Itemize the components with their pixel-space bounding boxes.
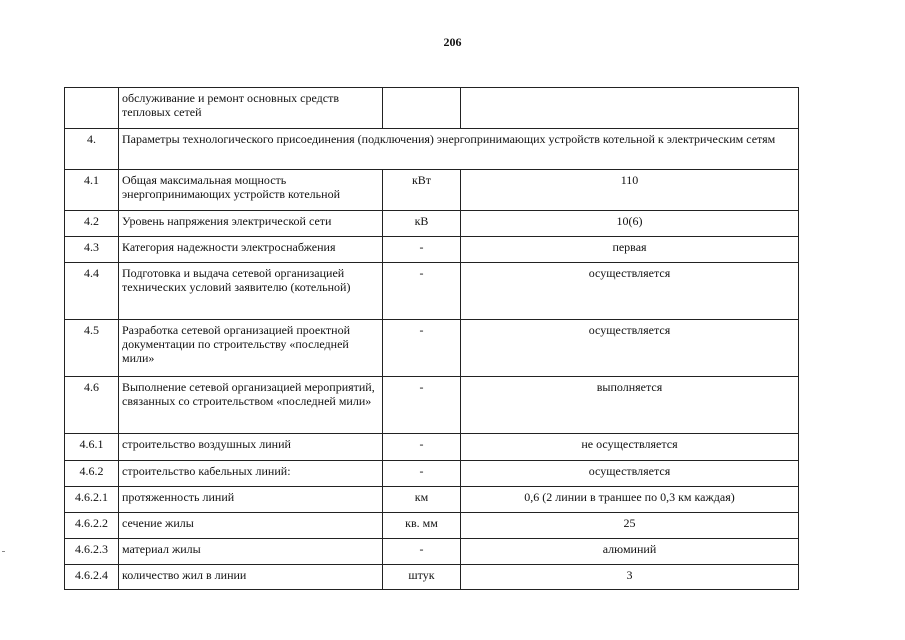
row-value: 10(6) [461, 211, 799, 237]
row-value: не осуществляется [461, 434, 799, 461]
row-value: осуществляется [461, 263, 799, 320]
row-value: выполняется [461, 377, 799, 434]
row-unit: - [383, 320, 461, 377]
table-row [65, 377, 799, 434]
row-description: строительство воздушных линий [119, 434, 383, 461]
row-unit: кВ [383, 211, 461, 237]
row-value: алюминий [461, 539, 799, 565]
row-description: Общая максимальная мощность энергопринимающих устройств котельной [119, 170, 383, 211]
row-unit: - [383, 237, 461, 263]
row-value: осуществляется [461, 320, 799, 377]
table-row [65, 320, 799, 377]
row-unit: км [383, 487, 461, 513]
row-number: 4.6 [65, 377, 119, 434]
table-row [65, 461, 799, 487]
section-title: Параметры технологического присоединения (подключения) энергопринимающих устройств котельной к электрическим сетям [119, 129, 799, 170]
section-header-row [65, 129, 799, 170]
row-description: Подготовка и выдача сетевой организацией технических условий заявителю (котельной) [119, 263, 383, 320]
row-number: 4.6.2 [65, 461, 119, 487]
row-unit: - [383, 263, 461, 320]
row-number: 4.3 [65, 237, 119, 263]
row-number: 4.1 [65, 170, 119, 211]
row-unit: - [383, 539, 461, 565]
row-value: 110 [461, 170, 799, 211]
table-row [65, 237, 799, 263]
row-unit: - [383, 434, 461, 461]
row-number [65, 88, 119, 129]
row-number: 4.6.2.2 [65, 513, 119, 539]
row-value: первая [461, 237, 799, 263]
page-number: 206 [443, 35, 462, 49]
row-number: 4.6.1 [65, 434, 119, 461]
row-description: Разработка сетевой организацией проектной документации по строительству «последней мили» [119, 320, 383, 377]
row-number: 4.4 [65, 263, 119, 320]
row-value [461, 88, 799, 129]
scan-artifact [2, 551, 5, 552]
row-value: осуществляется [461, 461, 799, 487]
row-unit: штук [383, 565, 461, 590]
row-unit: - [383, 461, 461, 487]
row-number: 4.6.2.4 [65, 565, 119, 590]
row-number: 4.5 [65, 320, 119, 377]
row-number: 4.6.2.1 [65, 487, 119, 513]
row-description: Уровень напряжения электрической сети [119, 211, 383, 237]
row-unit: - [383, 377, 461, 434]
row-unit: кв. мм [383, 513, 461, 539]
row-description: обслуживание и ремонт основных средств тепловых сетей [119, 88, 383, 129]
row-description: количество жил в линии [119, 565, 383, 590]
row-number: 4.6.2.3 [65, 539, 119, 565]
table-row [65, 487, 799, 513]
table-row [65, 565, 799, 590]
row-description: сечение жилы [119, 513, 383, 539]
table-row [65, 170, 799, 211]
row-value: 3 [461, 565, 799, 590]
table-row [65, 539, 799, 565]
row-unit [383, 88, 461, 129]
table-row [65, 88, 799, 129]
row-description: протяженность линий [119, 487, 383, 513]
row-unit: кВт [383, 170, 461, 211]
parameters-table [64, 87, 799, 590]
table-row [65, 263, 799, 320]
row-description: строительство кабельных линий: [119, 461, 383, 487]
table-row [65, 211, 799, 237]
row-description: материал жилы [119, 539, 383, 565]
row-value: 0,6 (2 линии в траншее по 0,3 км каждая) [461, 487, 799, 513]
row-number: 4. [65, 129, 119, 170]
table-row [65, 434, 799, 461]
row-description: Выполнение сетевой организацией мероприятий, связанных со строительством «последней мили» [119, 377, 383, 434]
row-value: 25 [461, 513, 799, 539]
row-description: Категория надежности электроснабжения [119, 237, 383, 263]
row-number: 4.2 [65, 211, 119, 237]
table-row [65, 513, 799, 539]
